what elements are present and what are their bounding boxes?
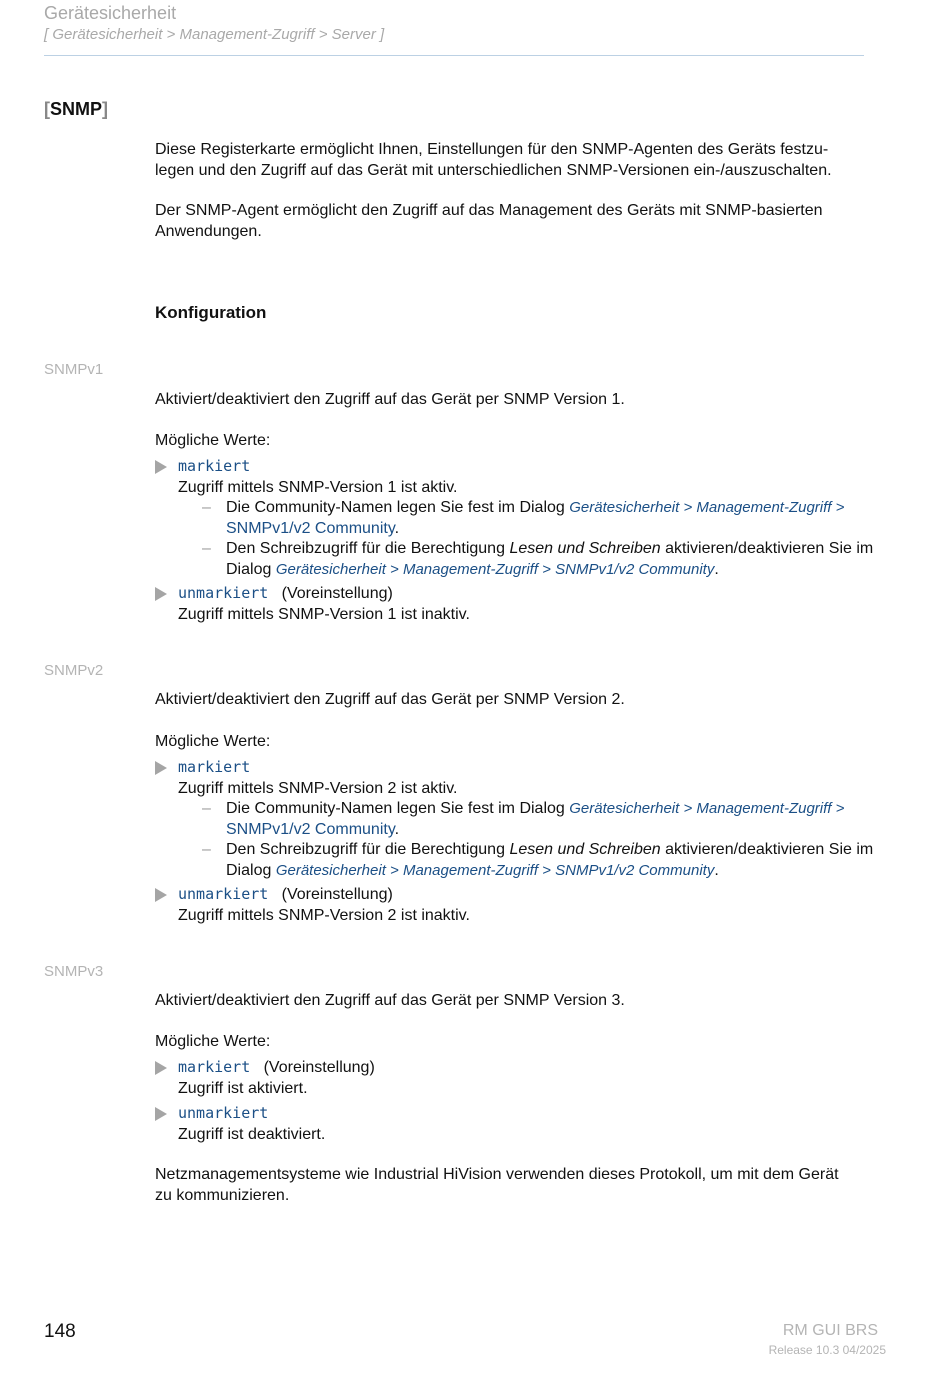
dialog-link[interactable]: Gerätesicherheit > Management-Zugriff > (569, 499, 845, 516)
triangle-bullet-icon (155, 1061, 167, 1075)
dialog-link[interactable]: Gerätesicherheit > Management-Zugriff > SNMPv1/v2 Community (275, 861, 715, 879)
default-tag: (Voreinstellung) (281, 886, 393, 903)
sub-item-community: – Die Community-Namen legen Sie fest im Dialog Gerätesicherheit > Management-Zugriff > SNMPv1/v2 Community. (202, 499, 845, 537)
default-tag: (Voreinstellung) (263, 1059, 375, 1076)
value-item-unmarked (155, 884, 895, 926)
value-name: unmarkiert (178, 584, 269, 602)
release-info: Release 10.3 04/2025 (768, 1343, 886, 1357)
value-item-unmarked (155, 583, 895, 625)
param-description: Aktiviert/deaktiviert den Zugriff auf das Gerät per SNMP Version 2. (155, 691, 625, 708)
default-tag: (Voreinstellung) (281, 585, 393, 602)
possible-values-label: Mögliche Werte: (155, 733, 271, 750)
sub-item-write-access: – Den Schreibzugriff für die Berechtigung Lesen und Schreiben aktivieren/deaktivieren Sie im Dialog Gerätesicherheit > Management-Zugriff > SNMPv1/v2 Community. (202, 540, 874, 578)
value-note: Zugriff mittels SNMP-Version 2 ist inaktiv. (178, 906, 470, 924)
value-note: Zugriff ist deaktiviert. (178, 1125, 326, 1143)
dash-bullet-icon: – (202, 499, 211, 516)
header-divider (44, 55, 864, 56)
subheading-configuration: Konfiguration (155, 303, 267, 322)
param-label-snmpv3: SNMPv3 (44, 963, 104, 980)
dialog-link[interactable]: Gerätesicherheit > Management-Zugriff > (569, 800, 845, 817)
param-description: Aktiviert/deaktiviert den Zugriff auf das Gerät per SNMP Version 1. (155, 391, 625, 408)
value-name: unmarkiert (178, 885, 269, 903)
value-note: Zugriff mittels SNMP-Version 1 ist inaktiv. (178, 605, 470, 623)
dash-bullet-icon: – (202, 800, 211, 817)
closing-paragraph: Netzmanagementsysteme wie Industrial HiVision verwenden dieses Protokoll, um mit dem Gerät zu kommunizieren. (155, 1166, 839, 1204)
value-name: markiert (178, 1058, 251, 1076)
dialog-link[interactable]: Gerätesicherheit > Management-Zugriff > SNMPv1/v2 Community (275, 560, 715, 578)
section-title: [SNMP] (44, 99, 109, 119)
dash-bullet-icon: – (202, 540, 211, 557)
triangle-bullet-icon (155, 761, 167, 775)
triangle-bullet-icon (155, 460, 167, 474)
sub-item-community: – Die Community-Namen legen Sie fest im Dialog Gerätesicherheit > Management-Zugriff > SNMPv1/v2 Community. (202, 800, 845, 838)
triangle-bullet-icon (155, 587, 167, 601)
value-name: unmarkiert (178, 1104, 269, 1122)
value-item-unmarked (155, 1103, 895, 1145)
dash-bullet-icon: – (202, 841, 211, 858)
page-number: 148 (44, 1321, 76, 1342)
triangle-bullet-icon (155, 1107, 167, 1121)
param-label-snmpv2: SNMPv2 (44, 662, 104, 679)
breadcrumb: [ Gerätesicherheit > Management-Zugriff > Server ] (44, 26, 385, 43)
value-item-marked (155, 456, 895, 580)
value-name: markiert (178, 758, 251, 776)
sub-item-write-access: – Den Schreibzugriff für die Berechtigung Lesen und Schreiben aktivieren/deaktivieren Sie im Dialog Gerätesicherheit > Management-Zugriff > SNMPv1/v2 Community. (202, 841, 874, 879)
intro-paragraph: Diese Registerkarte ermöglicht Ihnen, Einstellungen für den SNMP-Agenten des Geräts festzu- legen und den Zugriff auf das Gerät mit unterschiedlichen SNMP-Versionen ein-/auszuschalten. (155, 141, 832, 179)
value-item-marked (155, 1057, 895, 1099)
possible-values-label: Mögliche Werte: (155, 1033, 271, 1050)
value-note: Zugriff ist aktiviert. (178, 1079, 308, 1097)
param-description: Aktiviert/deaktiviert den Zugriff auf das Gerät per SNMP Version 3. (155, 992, 625, 1009)
param-label-snmpv1: SNMPv1 (44, 361, 104, 378)
agent-paragraph: Der SNMP-Agent ermöglicht den Zugriff auf das Management des Geräts mit SNMP-basierten Anwendungen. (155, 202, 823, 240)
value-item-marked (155, 757, 895, 881)
possible-values-label: Mögliche Werte: (155, 432, 271, 449)
running-header-title: Gerätesicherheit (44, 3, 177, 23)
value-note: Zugriff mittels SNMP-Version 2 ist aktiv. (178, 779, 458, 797)
value-name: markiert (178, 457, 251, 475)
value-note: Zugriff mittels SNMP-Version 1 ist aktiv. (178, 478, 458, 496)
document-id: RM GUI BRS (782, 1322, 878, 1339)
triangle-bullet-icon (155, 888, 167, 902)
